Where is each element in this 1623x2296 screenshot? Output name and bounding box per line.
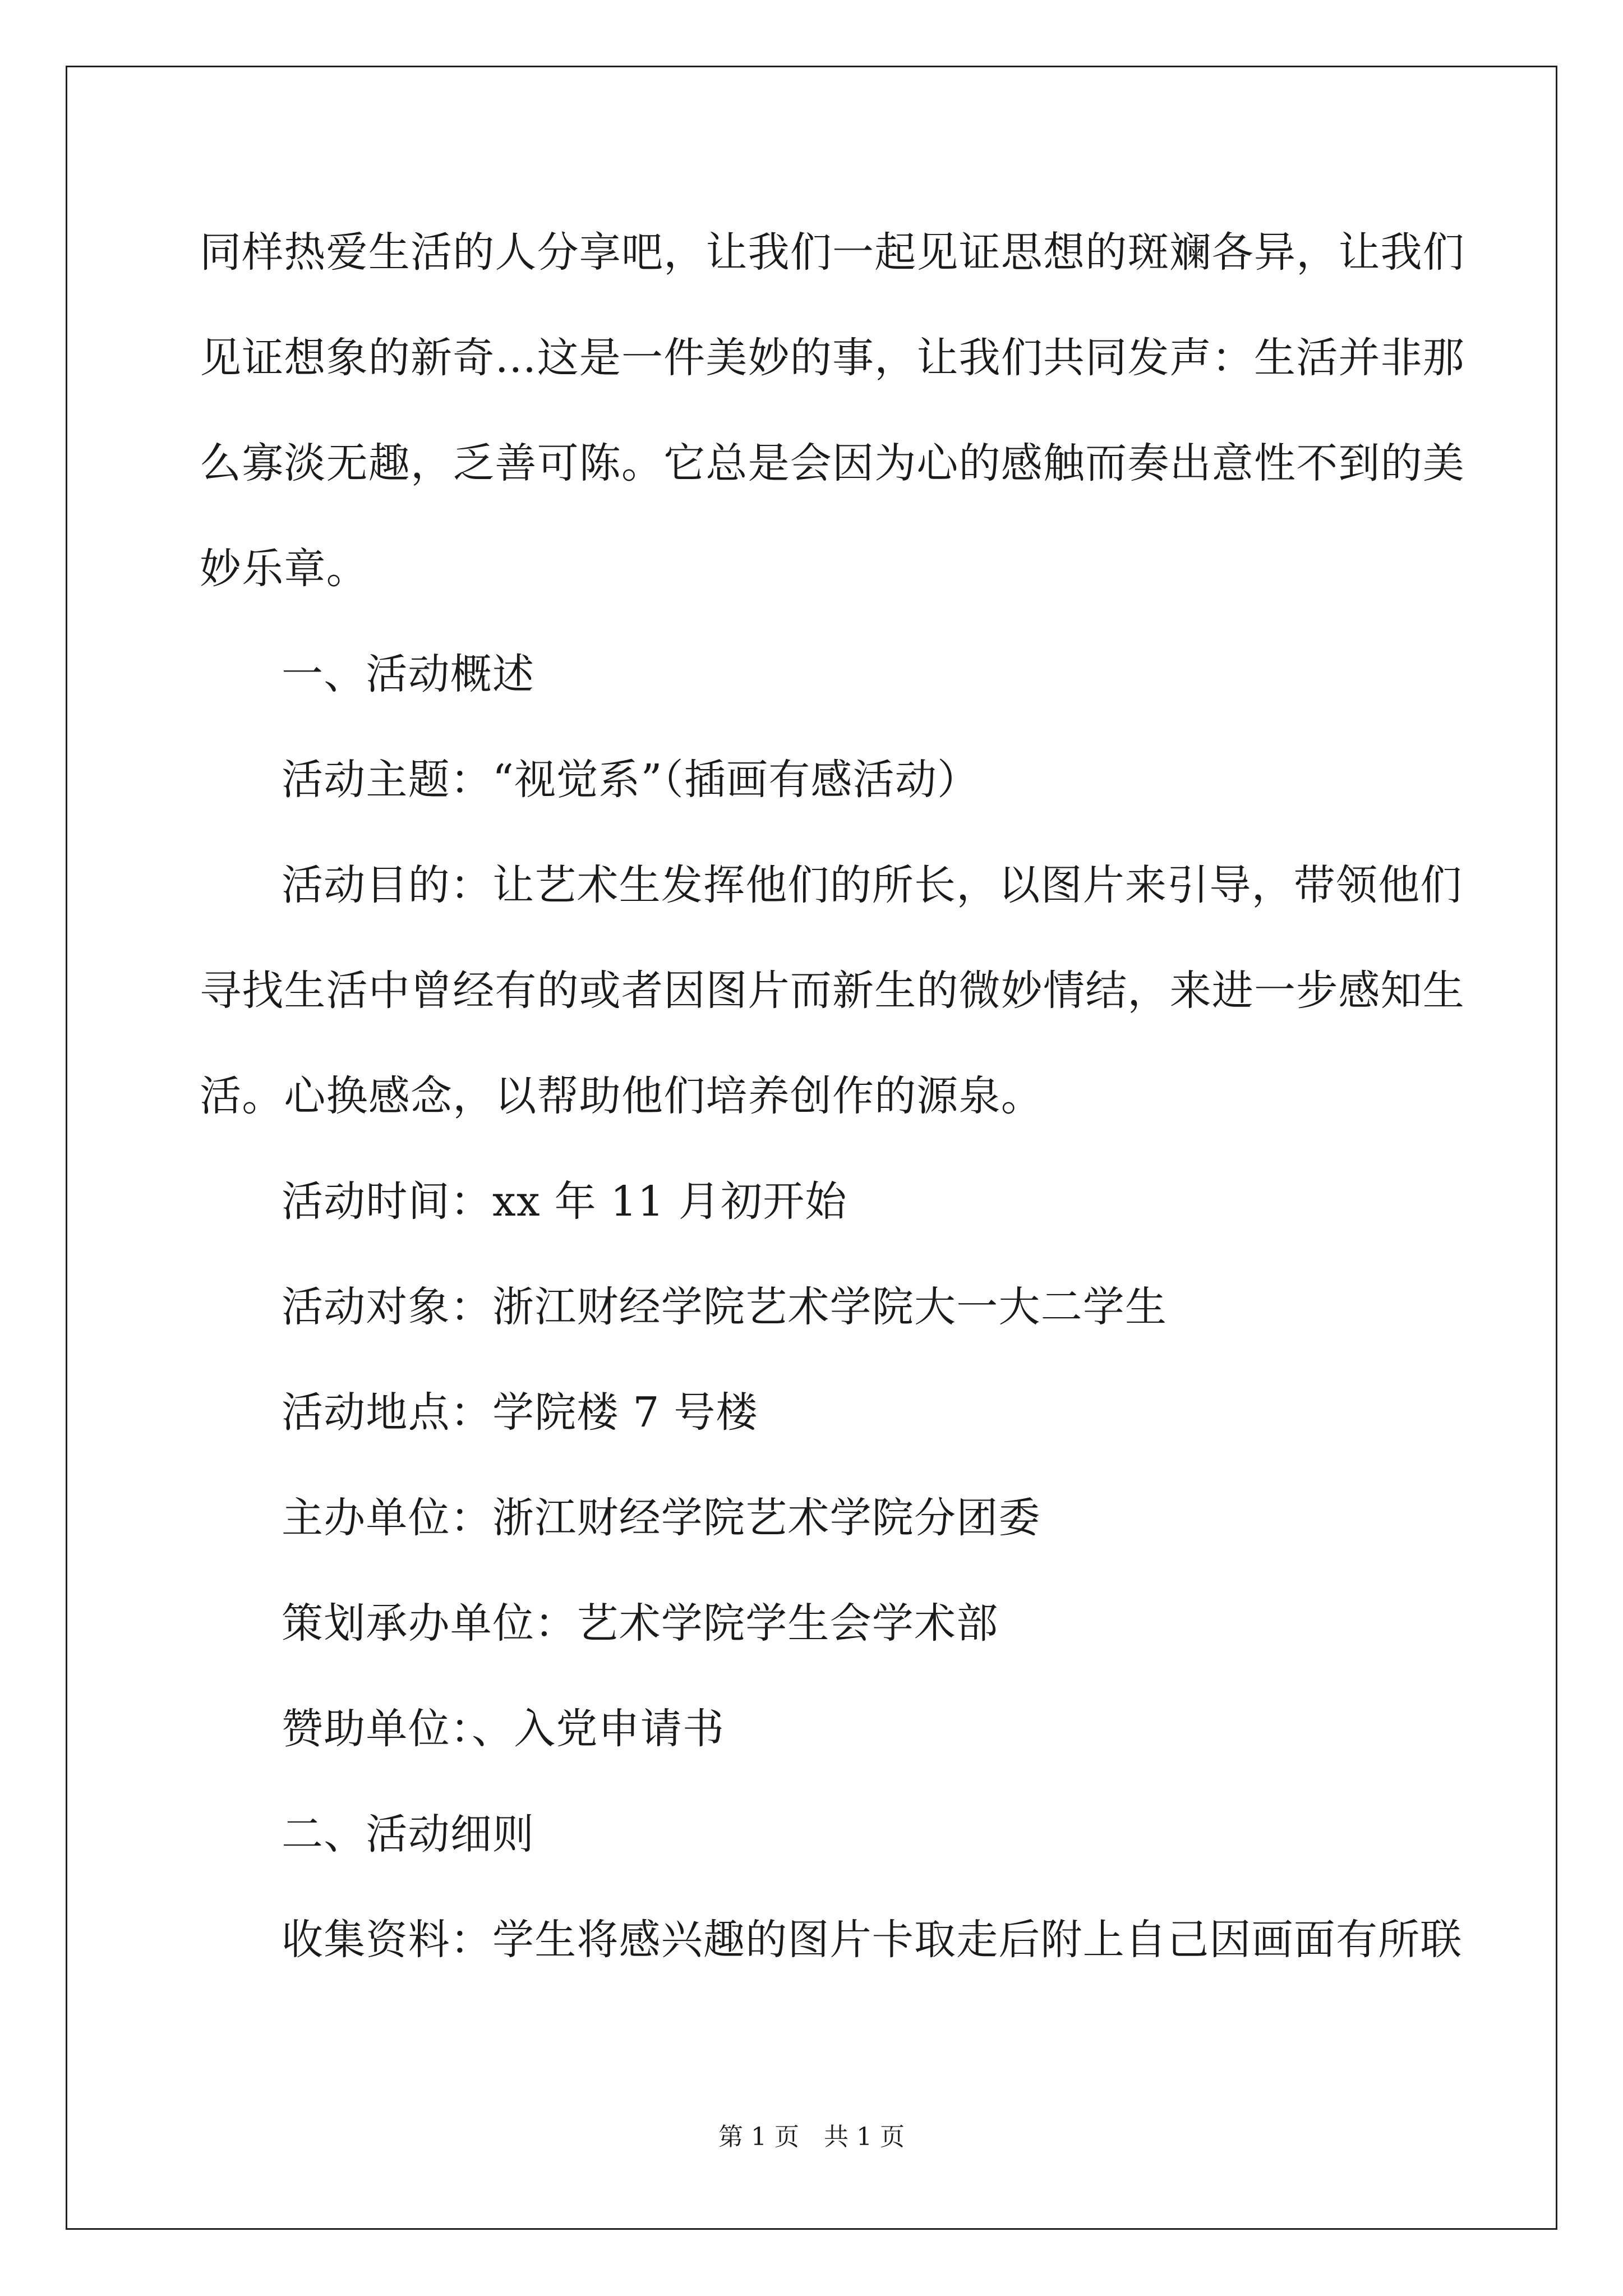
paragraph-line: 见证想象的新奇…这是一件美妙的事，让我们共同发声：生活并非那: [200, 334, 1465, 382]
activity-time: 活动时间：xx 年 11 月初开始: [282, 1177, 847, 1226]
paragraph-line: 么寡淡无趣，乏善可陈。它总是会因为心的感触而奏出意性不到的美: [200, 439, 1465, 487]
paragraph-line: 妙乐章。: [200, 545, 368, 593]
activity-location: 活动地点：学院楼 7 号楼: [282, 1388, 758, 1437]
paragraph-line: 活。心换感念，以帮助他们培养创作的源泉。: [200, 1072, 1043, 1120]
activity-purpose: 活动目的：让艺术生发挥他们的所长，以图片来引导，带领他们: [282, 861, 1463, 909]
activity-audience: 活动对象：浙江财经学院艺术学院大一大二学生: [282, 1283, 1168, 1331]
section-heading: 二、活动细则: [282, 1810, 535, 1858]
planning-organizer: 策划承办单位：艺术学院学生会学术部: [282, 1599, 999, 1648]
collect-materials: 收集资料：学生将感兴趣的图片卡取走后附上自己因画面有所联: [282, 1916, 1463, 1964]
organizer: 主办单位：浙江财经学院艺术学院分团委: [282, 1494, 1041, 1542]
sponsor: 赞助单位：、入党申请书: [282, 1705, 725, 1753]
paragraph-line: 寻找生活中曾经有的或者因图片而新生的微妙情结，来进一步感知生: [200, 967, 1465, 1015]
page-border: [66, 66, 1557, 2230]
page-footer: 第 1 页 共 1 页: [718, 2123, 905, 2151]
section-heading: 一、活动概述: [282, 650, 535, 698]
paragraph-line: 同样热爱生活的人分享吧，让我们一起见证思想的斑斓各异，让我们: [200, 228, 1465, 277]
activity-theme: 活动主题：“视觉系”（插画有感活动）: [282, 756, 980, 804]
